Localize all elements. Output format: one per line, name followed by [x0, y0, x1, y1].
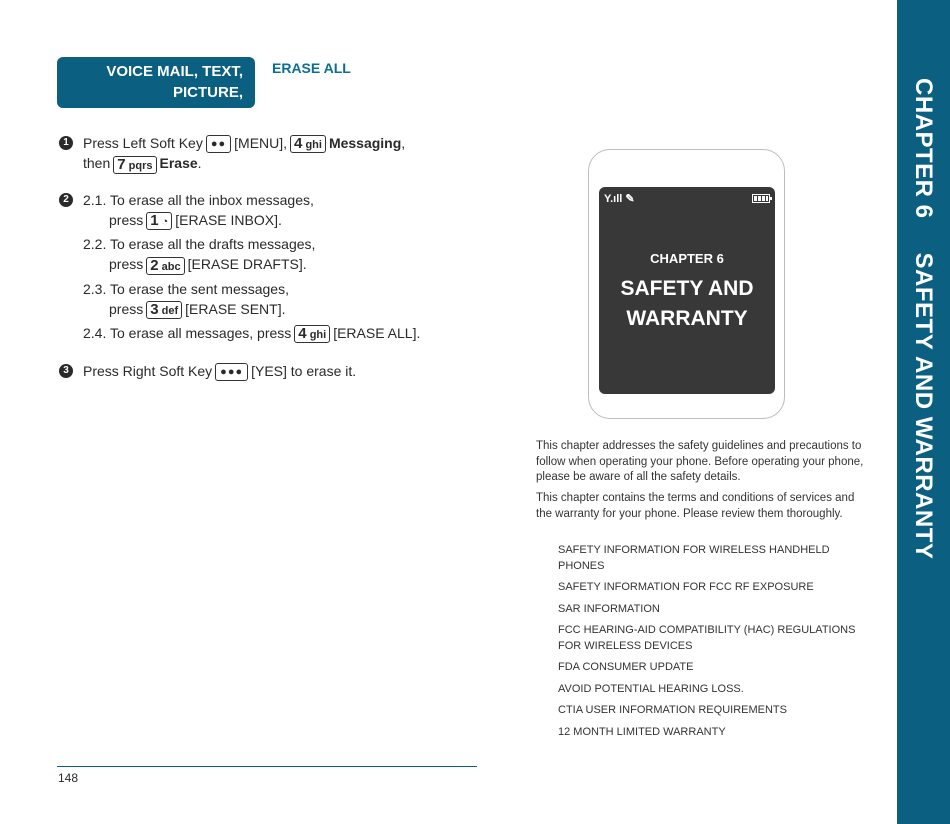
battery-icon	[752, 194, 770, 203]
screen-title	[599, 274, 775, 334]
toc-item: 12 MONTH LIMITED WARRANTY	[558, 725, 726, 738]
key-4-icon: 4 ghi	[294, 325, 330, 343]
intro-paragraph-2: This chapter contains the terms and conditions of services and the warranty for your phone. Please review them thoroughly.	[536, 492, 855, 520]
step-2-4: 2.4. To erase all messages, press 4 ghi [ERASE ALL].	[83, 324, 421, 343]
section-tab	[57, 57, 255, 122]
screen-chapter: CHAPTER 6	[650, 251, 724, 266]
step-1-messaging: Messaging	[328, 135, 402, 151]
key-3-icon: 3 def	[146, 301, 182, 319]
step-1-text: Press Left Soft Key	[83, 135, 203, 151]
toc-item: SAFETY INFORMATION FOR FCC RF EXPOSURE	[558, 581, 814, 593]
toc-item: FDA CONSUMER UPDATE	[558, 661, 694, 673]
step-2-2: 2.2. To erase all the drafts messages, press 2 abc [ERASE DRAFTS].	[83, 236, 316, 274]
step-3: Press Right Soft Key ●●● [YES] to erase it.	[83, 361, 413, 381]
footer-rule	[57, 766, 477, 767]
section-tab-line2: VIDEO MESSAGING	[100, 105, 243, 122]
step-1-bullet: 1	[59, 136, 73, 150]
section-tab-line1: VOICE MAIL, TEXT, PICTURE,	[106, 63, 243, 101]
left-soft-key-icon: ●●	[206, 135, 231, 153]
step-3-bullet: 3	[59, 364, 73, 378]
step-1: Press Left Soft Key ●● [MENU], 4 ghi Messaging, then 7 pqrs Erase.	[83, 135, 406, 173]
toc-item: AVOID POTENTIAL HEARING LOSS.	[558, 682, 744, 695]
chapter-contents-list	[558, 543, 858, 746]
key-2-icon: 2 abc	[146, 257, 184, 275]
step-2	[83, 190, 423, 343]
toc-item: SAFETY INFORMATION FOR WIRELESS HANDHELD PHONES	[558, 544, 830, 572]
toc-item: FCC HEARING-AID COMPATIBILITY (HAC) REGULATIONS FOR WIRELESS DEVICES	[558, 624, 856, 652]
section-title: ERASE ALL	[272, 60, 351, 76]
key-1-icon: 1 ◔	[146, 212, 172, 230]
page-number: 148	[58, 771, 79, 785]
signal-icon: Y.ıll ✎	[604, 193, 635, 205]
step-1-then: then	[83, 155, 111, 172]
key-7-icon: 7 pqrs	[113, 156, 156, 174]
key-4-icon: 4 ghi	[290, 135, 326, 153]
step-2-bullet: 2	[59, 193, 73, 207]
screen-title-line1: SAFETY AND	[620, 277, 754, 300]
step-1-erase: Erase	[159, 155, 198, 172]
screen-title-line2: WARRANTY	[626, 307, 748, 330]
toc-item: SAR INFORMATION	[558, 602, 660, 615]
right-soft-key-icon: ●●●	[215, 363, 248, 381]
step-2-3: 2.3. To erase the sent messages, press 3 def [ERASE SENT].	[83, 280, 289, 318]
toc-item: CTIA USER INFORMATION REQUIREMENTS	[558, 704, 787, 716]
chapter-banner-text	[909, 78, 937, 559]
banner-title: SAFETY AND WARRANTY	[910, 252, 937, 560]
banner-chapter: CHAPTER 6	[910, 78, 937, 219]
step-1-menu-text: [MENU],	[234, 135, 288, 151]
step-2-1: 2.1. To erase all the inbox messages, press 1 ◔ [ERASE INBOX].	[83, 192, 314, 230]
intro-paragraph-1: This chapter addresses the safety guidelines and precautions to follow when operating your phone. Before operating your phone, please be aware of all the safety details.	[536, 440, 864, 483]
